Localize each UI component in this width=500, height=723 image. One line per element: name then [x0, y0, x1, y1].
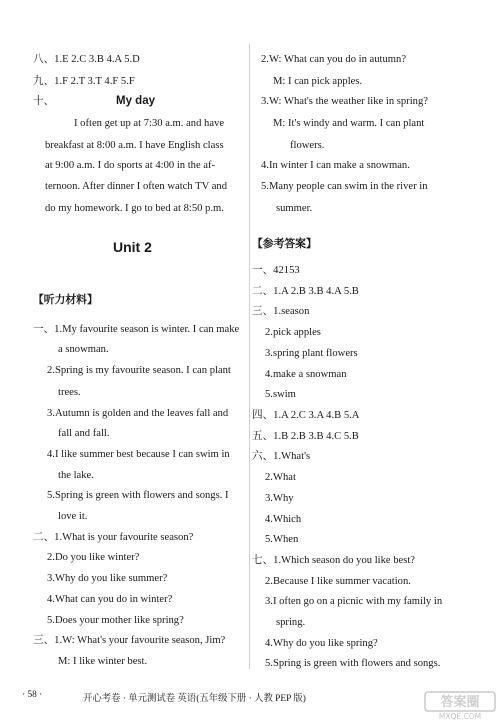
answer-line: 2.What	[265, 472, 296, 483]
answer-line: 三、1.season	[252, 306, 310, 317]
listening-line: love it.	[58, 511, 88, 522]
answer-line: 六、1.What's	[252, 451, 311, 462]
answer-line: 3.spring plant flowers	[265, 348, 358, 359]
listening-line: 2.W: What can you do in autumn?	[261, 54, 407, 65]
answer-line: 八、1.E 2.C 3.B 4.A 5.D	[33, 54, 140, 65]
svg-text:MXQE.COM: MXQE.COM	[438, 712, 482, 721]
answer-line: 2.Because I like summer vacation.	[265, 576, 411, 587]
listening-line: the lake.	[58, 470, 94, 481]
listening-line: fall and fall.	[58, 428, 110, 439]
listening-line: 3.Autumn is golden and the leaves fall and	[47, 408, 229, 419]
listening-line: 三、1.W: What's your favourite season, Jim?	[33, 635, 226, 646]
answer-line: 四、1.A 2.C 3.A 4.B 5.A	[252, 410, 360, 421]
unit-heading: Unit 2	[113, 239, 152, 255]
essay-line: ternoon. After dinner I often watch TV and	[45, 181, 228, 192]
listening-line: M: I like winter best.	[58, 656, 148, 667]
answer-line: 五、1.B 2.B 3.B 4.C 5.B	[252, 431, 359, 442]
listening-line: 2.Do you like winter?	[47, 552, 140, 563]
listening-line: flowers.	[290, 140, 325, 151]
listening-line: 5.Many people can swim in the river in	[261, 181, 428, 192]
watermark-logo	[424, 691, 496, 721]
answer-line: 5.When	[265, 534, 299, 545]
answer-line: 一、42153	[252, 265, 300, 276]
answer-line: 二、1.A 2.B 3.B 4.A 5.B	[252, 286, 359, 297]
answer-line: 九、1.F 2.T 3.T 4.F 5.F	[33, 76, 135, 87]
listening-line: 5.Spring is green with flowers and songs. I	[47, 490, 229, 501]
essay-title: My day	[116, 95, 155, 107]
book-footer: 开心考卷 · 单元测试卷 英语(五年级下册 · 人教 PEP 版)	[83, 694, 306, 704]
answer-line: 七、1.Which season do you like best?	[252, 555, 415, 566]
listening-line: trees.	[58, 387, 81, 398]
essay-line: breakfast at 8:00 a.m. I have English class	[45, 140, 224, 151]
listening-line: 一、1.My favourite season is winter. I can make	[33, 324, 240, 335]
answer-line: 5.swim	[265, 389, 296, 400]
page-number: · 58 ·	[22, 690, 43, 700]
listening-line: 4.What can you do in winter?	[47, 594, 173, 605]
reference-answers-header: 【参考答案】	[252, 238, 317, 250]
section-number: 十、	[33, 96, 55, 107]
listening-line: 3.Why do you like summer?	[47, 573, 168, 584]
essay-line: at 9:00 a.m. I do sports at 4:00 in the af-	[45, 160, 216, 171]
answer-line: spring.	[276, 617, 306, 628]
listening-line: 5.Does your mother like spring?	[47, 615, 184, 626]
svg-text:答案圈: 答案圈	[440, 695, 480, 710]
listening-line: summer.	[276, 203, 313, 214]
answer-line: 4.make a snowman	[265, 369, 347, 380]
listening-line: 4.I like summer best because I can swim in	[47, 449, 230, 460]
listening-line: M: It's windy and warm. I can plant	[273, 118, 425, 129]
listening-line: 2.Spring is my favourite season. I can plant	[47, 365, 231, 376]
listening-line: 3.W: What's the weather like in spring?	[261, 96, 428, 107]
answer-line: 3.Why	[265, 493, 294, 504]
listening-line: 4.In winter I can make a snowman.	[261, 160, 410, 171]
answer-line: 4.Why do you like spring?	[265, 638, 378, 649]
answer-line: 5.Spring is green with flowers and songs.	[265, 658, 441, 669]
answer-line: 3.I often go on a picnic with my family in	[265, 596, 443, 607]
column-divider	[249, 44, 250, 669]
listening-line: 二、1.What is your favourite season?	[33, 532, 194, 543]
essay-line: I often get up at 7:30 a.m. and have	[74, 118, 225, 129]
listening-line: a snowman.	[58, 344, 109, 355]
answer-line: 4.Which	[265, 514, 302, 525]
listening-line: M: I can pick apples.	[273, 76, 363, 87]
listening-materials-header: 【听力材料】	[33, 294, 98, 306]
answer-line: 2.pick apples	[265, 327, 321, 338]
essay-line: do my homework. I go to bed at 8:50 p.m.	[45, 203, 224, 214]
